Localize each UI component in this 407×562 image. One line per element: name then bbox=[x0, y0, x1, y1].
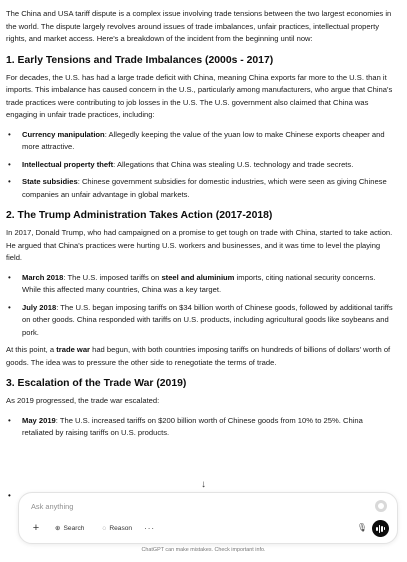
more-options-button[interactable]: ··· bbox=[144, 523, 156, 533]
intro-paragraph: The China and USA tariff dispute is a complex issue involving trade tensions between the two largest economies in the world. The dispute largely revolves around issues of trade imbalances, unfair practices, intellectual property rights, and market access. Here's a breakdown of the incident from the beginning until now: bbox=[6, 9, 392, 43]
list-item: • Intellectual property theft: Allegations that China was stealing U.S. technology and trade secrets. bbox=[6, 159, 394, 172]
list-item: • March 2018: The U.S. imposed tariffs on steel and aluminium imports, citing national security concerns. While this affected many countries, China was a key target. bbox=[8, 272, 376, 294]
list-item: • Currency manipulation: Allegedly keeping the value of the yuan low to make Chinese exports cheaper and more attractive. bbox=[8, 129, 385, 151]
message-composer bbox=[18, 492, 398, 544]
scroll-down-icon[interactable]: ↓ bbox=[201, 479, 206, 490]
list-item: • State subsidies: Chinese government subsidies for domestic industries, which were seen as giving Chinese companies an unfair advantage in global markets. bbox=[8, 177, 387, 199]
section-3-paragraph: As 2019 progressed, the trade war escalated: bbox=[6, 396, 160, 405]
add-attachment-button[interactable]: + bbox=[32, 522, 40, 534]
bullet-icon: • bbox=[8, 491, 11, 500]
list-item: • July 2018: The U.S. began imposing tariffs on $34 billion worth of Chinese goods, followed by additional tariffs on other goods. China responded with tariffs on U.S. products, including agricultural goods like soybeans and pork. bbox=[8, 302, 393, 337]
prompt-input[interactable]: Ask anything bbox=[31, 502, 74, 511]
section-1-list bbox=[6, 129, 394, 202]
bullet-icon: • bbox=[8, 177, 11, 186]
bullet-icon: • bbox=[8, 415, 11, 425]
lightbulb-icon: ◌ bbox=[102, 524, 107, 532]
composer-toolbar bbox=[29, 521, 155, 535]
reason-button-label: Reason bbox=[109, 524, 133, 532]
composer-status-icon[interactable] bbox=[375, 500, 387, 512]
section-1-paragraph: For decades, the U.S. has had a large trade deficit with China, meaning China exports far more to the U.S. than it imports. This imbalance has caused concern in the U.S., particularly among manufacturers, who argue that China's trade practices were contributing to job losses in the U.S. The U.S. government also claimed that China was engaging in unfair trade practices, including: bbox=[6, 72, 393, 119]
list-item: • May 2019: The U.S. increased tariffs on $200 billion worth of Chinese goods from 10% to 25%. China retaliated by raising tariffs on U.S. products. bbox=[8, 415, 363, 437]
bullet-icon: • bbox=[8, 129, 11, 139]
search-button-label: Search bbox=[63, 524, 85, 532]
section-heading-3: 3. Escalation of the Trade War (2019) bbox=[6, 378, 187, 389]
section-2-after-paragraph: At this point, a trade war had begun, with both countries imposing tariffs on hundreds of billions of dollars' worth of goods. The idea was to pressure the other side to renegotiate the terms of trade. bbox=[6, 345, 391, 367]
search-button[interactable] bbox=[49, 521, 90, 535]
globe-icon: ⊕ bbox=[55, 525, 61, 532]
voice-mode-button[interactable] bbox=[372, 520, 389, 537]
section-3-list bbox=[6, 415, 394, 440]
section-2-list bbox=[6, 272, 394, 340]
chat-message bbox=[6, 8, 394, 445]
reason-button[interactable] bbox=[96, 522, 138, 535]
section-heading-1: 1. Early Tensions and Trade Imbalances (2000s - 2017) bbox=[6, 54, 274, 66]
section-2-paragraph: In 2017, Donald Trump, who had campaigned on a promise to get tough on trade with China, started to take action. He argued that China's practices were hurting U.S. workers and businesses, and it was time to level the playing field. bbox=[6, 228, 393, 262]
bullet-icon: • bbox=[8, 272, 11, 282]
microphone-icon[interactable]: 🎙 bbox=[356, 523, 367, 532]
bullet-icon: • bbox=[8, 302, 11, 312]
disclaimer-text: ChatGPT can make mistakes. Check important info. bbox=[141, 547, 266, 553]
bullet-icon: • bbox=[8, 159, 11, 169]
section-heading-2: 2. The Trump Administration Takes Action (2017-2018) bbox=[6, 210, 273, 221]
